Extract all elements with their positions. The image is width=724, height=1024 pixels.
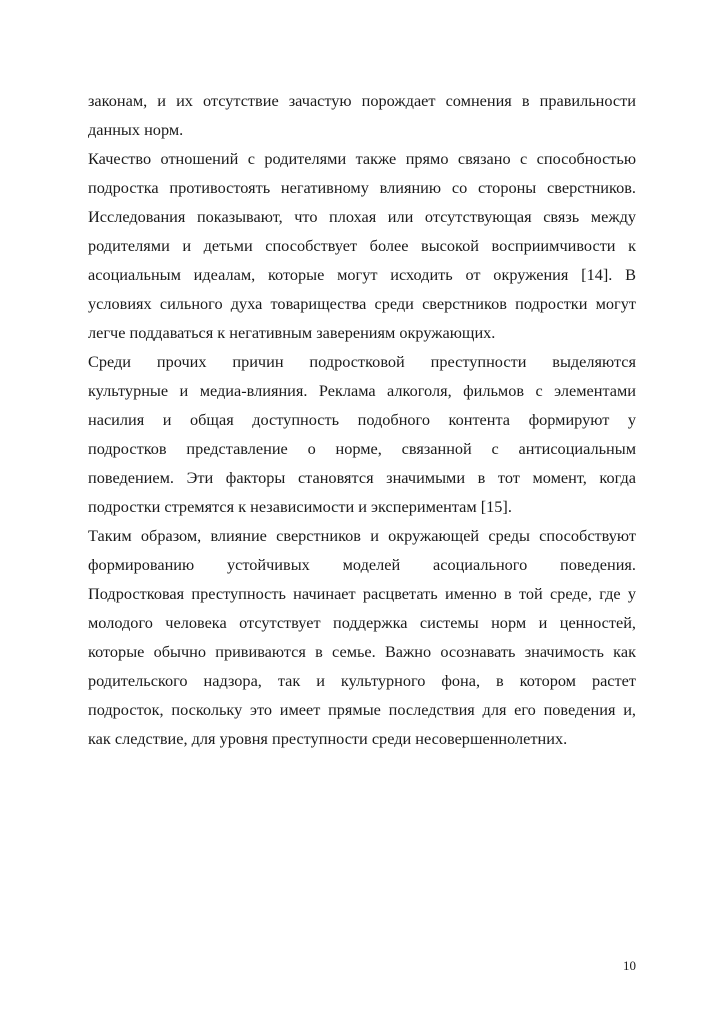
text-line: молодого человека отсутствует поддержка системы норм и ценностей, xyxy=(88,613,636,632)
text-line: поведением. Эти факторы становятся значимыми в тот момент, когда xyxy=(88,468,636,487)
text-line: Подростковая преступность начинает расцветать именно в той среде, где у xyxy=(88,584,636,603)
text-line: легче поддаваться к негативным заверениям окружающих. xyxy=(88,323,496,342)
text-line: подросток, поскольку это имеет прямые последствия для его поведения и, xyxy=(88,700,636,719)
text-line: подростка противостоять негативному влиянию со стороны сверстников. xyxy=(88,178,636,197)
paragraph-3 xyxy=(88,347,636,521)
text-line: законам, и их отсутствие зачастую порождает сомнения в правильности xyxy=(88,91,636,110)
text-line: Качество отношений с родителями также прямо связано с способностью xyxy=(88,149,636,168)
text-line: подростки стремятся к независимости и экспериментам [15]. xyxy=(88,497,512,516)
text-line: которые обычно прививаются в семье. Важно осознавать значимость как xyxy=(88,642,636,661)
text-line: данных норм. xyxy=(88,120,184,139)
paragraph-2 xyxy=(88,144,636,347)
page-number: 10 xyxy=(623,958,636,973)
paragraph-1 xyxy=(88,86,636,144)
body-text xyxy=(88,86,636,753)
text-line: Исследования показывают, что плохая или отсутствующая связь между xyxy=(88,207,636,226)
text-line: культурные и медиа-влияния. Реклама алкоголя, фильмов с элементами xyxy=(88,381,636,400)
text-line: родителями и детьми способствует более высокой восприимчивости к xyxy=(88,236,636,255)
text-line: насилия и общая доступность подобного контента формируют у xyxy=(88,410,636,429)
text-line: формированию устойчивых моделей асоциального поведения. xyxy=(88,555,636,574)
text-line: родительского надзора, так и культурного фона, в котором растет xyxy=(88,671,636,690)
text-line: Среди прочих причин подростковой преступности выделяются xyxy=(88,352,636,371)
text-line: асоциальным идеалам, которые могут исходить от окружения [14]. В xyxy=(88,265,636,284)
text-line: как следствие, для уровня преступности среди несовершеннолетних. xyxy=(88,729,568,748)
text-line: Таким образом, влияние сверстников и окружающей среды способствуют xyxy=(88,526,636,545)
paragraph-4 xyxy=(88,521,636,753)
text-line: условиях сильного духа товарищества среди сверстников подростки могут xyxy=(88,294,636,313)
text-line: подростков представление о норме, связанной с антисоциальным xyxy=(88,439,636,458)
